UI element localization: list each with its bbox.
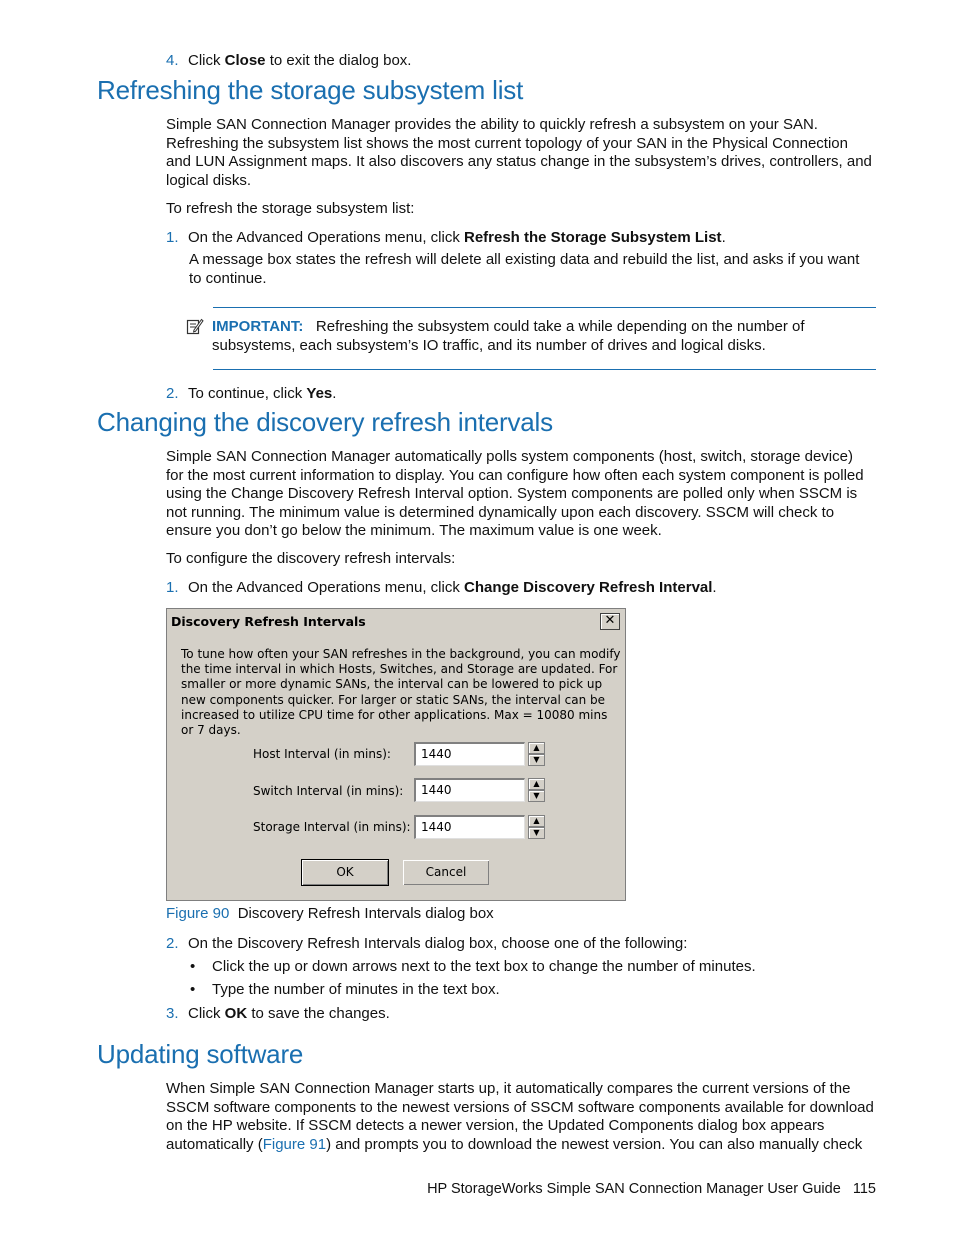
section1-step2: 2. To continue, click Yes. (166, 385, 337, 402)
list-item: • Type the number of minutes in the text box. (190, 981, 500, 998)
close-icon[interactable]: ✕ (600, 613, 620, 630)
section3-intro: When Simple SAN Connection Manager starts up, it automatically compares the current versions of the SSCM software components to the newest versions of SSCM software components available for download on the HP website. If SSCM detects a newer version, the Updated Components dialog box appears automatically (Figure 91) and prompts you to download the newest version. You can also manually check (166, 1080, 874, 1153)
spin-down-icon[interactable]: ▼ (528, 790, 545, 802)
dialog-description: To tune how often your SAN refreshes in the background, you can modify the time interval in which Hosts, Switches, and Storage are updated. For smaller or more dynamic SANs, the interval can be lowered to pick up new components quicker. For larger or static SANs, the interval can be increased to utilize CPU time for other applications. Max = 10080 mins or 7 days. (181, 647, 621, 738)
section1-step1-note: A message box states the refresh will delete all existing data and rebuild the list, and asks if you want to continue. (189, 251, 860, 287)
section-heading-updating: Updating software (97, 1039, 304, 1069)
important-rule-bottom (213, 369, 876, 370)
section1-step1: 1. On the Advanced Operations menu, click Refresh the Storage Subsystem List. (166, 229, 726, 246)
section2-intro: Simple SAN Connection Manager automatically polls system components (host, switch, storage device) for the most current information to display. You can configure how often each system component is polled using the Change Discovery Refresh Interval option. System components are polled only when SSCM is not running. The minimum value is determined dynamically upon each discovery. SSCM will check to ensure you don’t go below the minimum. The maximum value is one week. (166, 448, 864, 540)
spin-up-icon[interactable]: ▲ (528, 815, 545, 827)
spin-up-icon[interactable]: ▲ (528, 778, 545, 790)
storage-interval-input[interactable]: 1440 (414, 815, 525, 839)
section2-step3: 3. Click OK to save the changes. (166, 1005, 390, 1022)
dialog-title: Discovery Refresh Intervals (167, 609, 625, 635)
important-rule-top (213, 307, 876, 308)
page-footer: HP StorageWorks Simple SAN Connection Manager User Guide 115 (427, 1181, 876, 1197)
spin-down-icon[interactable]: ▼ (528, 754, 545, 766)
section-heading-refresh: Refreshing the storage subsystem list (97, 75, 524, 105)
section2-lead: To configure the discovery refresh intervals: (166, 550, 456, 567)
host-interval-spinner[interactable] (528, 742, 545, 766)
switch-interval-input[interactable]: 1440 (414, 778, 525, 802)
section2-step2: 2. On the Discovery Refresh Intervals dialog box, choose one of the following: (166, 935, 688, 952)
switch-interval-label: Switch Interval (in mins): (253, 784, 404, 798)
section-heading-discovery: Changing the discovery refresh intervals (97, 407, 553, 437)
host-interval-input[interactable]: 1440 (414, 742, 525, 766)
important-note: IMPORTANT: Refreshing the subsystem could take a while depending on the number of subsystems, each subsystem’s IO traffic, and its number of drives and logical disks. (212, 318, 805, 354)
section2-step1: 1. On the Advanced Operations menu, click Change Discovery Refresh Interval. (166, 579, 717, 596)
section1-intro: Simple SAN Connection Manager provides the ability to quickly refresh a subsystem on your SAN. Refreshing the subsystem list shows the most current topology of your SAN in the Physical Connection and LUN Assignment maps. It also discovers any status change in the subsystem’s drives, controllers, and logical disks. (166, 116, 872, 189)
host-interval-label: Host Interval (in mins): (253, 747, 391, 761)
cancel-button[interactable]: Cancel (402, 859, 490, 886)
step-close: 4. Click Close to exit the dialog box. (166, 52, 412, 69)
figure-91-link[interactable]: Figure 91 (262, 1135, 327, 1153)
spin-up-icon[interactable]: ▲ (528, 742, 545, 754)
ok-button[interactable]: OK (301, 859, 389, 886)
list-item: • Click the up or down arrows next to the text box to change the number of minutes. (190, 958, 756, 975)
storage-interval-spinner[interactable] (528, 815, 545, 839)
discovery-refresh-dialog (166, 608, 626, 901)
switch-interval-spinner[interactable] (528, 778, 545, 802)
spin-down-icon[interactable]: ▼ (528, 827, 545, 839)
section1-lead: To refresh the storage subsystem list: (166, 200, 415, 217)
important-icon (186, 317, 204, 335)
figure-caption: Figure 90 Discovery Refresh Intervals dialog box (166, 905, 494, 922)
storage-interval-label: Storage Interval (in mins): (253, 820, 411, 834)
